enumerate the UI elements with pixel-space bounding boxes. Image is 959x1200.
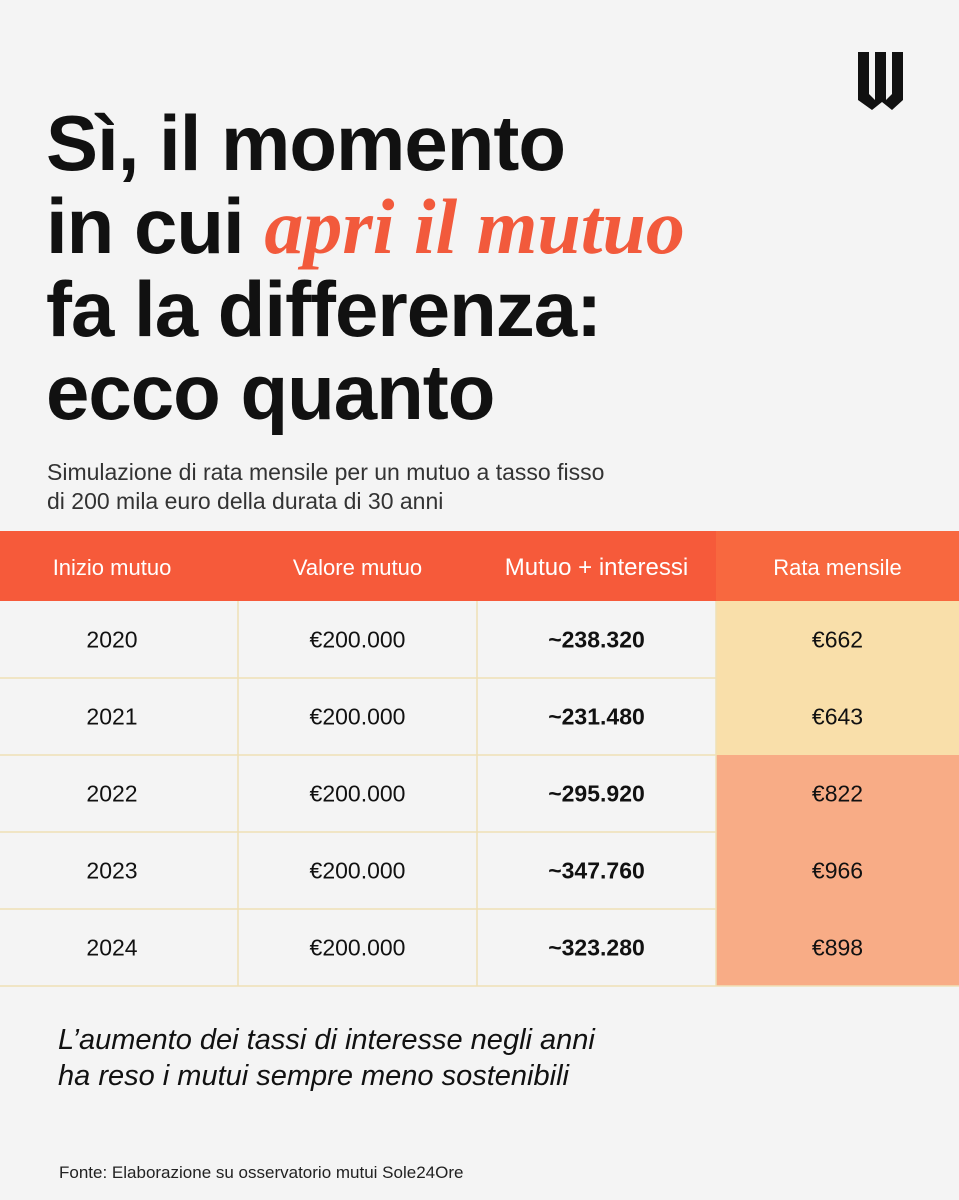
total-cell: ~323.280: [548, 934, 645, 961]
value-cell: €200.000: [309, 780, 406, 807]
rate-cell: €966: [811, 857, 864, 884]
rate-cell: €898: [811, 934, 864, 961]
headline: [58, 1022, 778, 1094]
rate-cell: €822: [811, 780, 864, 807]
rate-cell: €662: [811, 626, 864, 653]
rate-cell: €643: [811, 703, 864, 730]
headline-line-2: ha reso i mutui sempre meno sostenibili: [58, 1060, 569, 1092]
brand-logo-icon: [856, 50, 908, 112]
source-note: Fonte: Elaborazione su osservatorio mutui Sole24Ore: [59, 1163, 464, 1182]
year-cell: 2020: [86, 626, 138, 653]
year-cell: 2021: [86, 703, 138, 730]
total-cell: ~231.480: [548, 703, 645, 730]
value-cell: €200.000: [309, 857, 406, 884]
value-cell: €200.000: [309, 626, 406, 653]
headline-line-1: L’aumento dei tassi di interesse negli anni: [58, 1024, 595, 1056]
title-accent: apri il mutuo: [264, 183, 685, 270]
total-cell: ~347.760: [548, 857, 645, 884]
title-line-3: fa la differenza:: [46, 265, 602, 353]
value-cell: €200.000: [309, 703, 406, 730]
year-cell: 2023: [86, 857, 138, 884]
subtitle-line-2: di 200 mila euro della durata di 30 anni: [47, 488, 444, 514]
value-cell: €200.000: [309, 934, 406, 961]
title-line-2-prefix: in cui: [46, 182, 265, 270]
subtitle: [47, 458, 747, 516]
column-header-3: Mutuo + interessi: [504, 554, 689, 581]
year-cell: 2024: [86, 934, 138, 961]
title-line-4: ecco quanto: [46, 348, 495, 436]
year-cell: 2022: [86, 780, 138, 807]
page-title: [46, 99, 685, 436]
title-line-1: Sì, il momento: [46, 99, 566, 187]
total-cell: ~295.920: [548, 780, 645, 807]
column-header-4: Rata mensile: [773, 555, 902, 580]
total-cell: ~238.320: [548, 626, 645, 653]
subtitle-line-1: Simulazione di rata mensile per un mutuo a tasso fisso: [47, 459, 605, 485]
column-header-2: Valore mutuo: [292, 555, 423, 580]
column-header-1: Inizio mutuo: [52, 555, 172, 580]
mortgage-table: [0, 531, 959, 988]
